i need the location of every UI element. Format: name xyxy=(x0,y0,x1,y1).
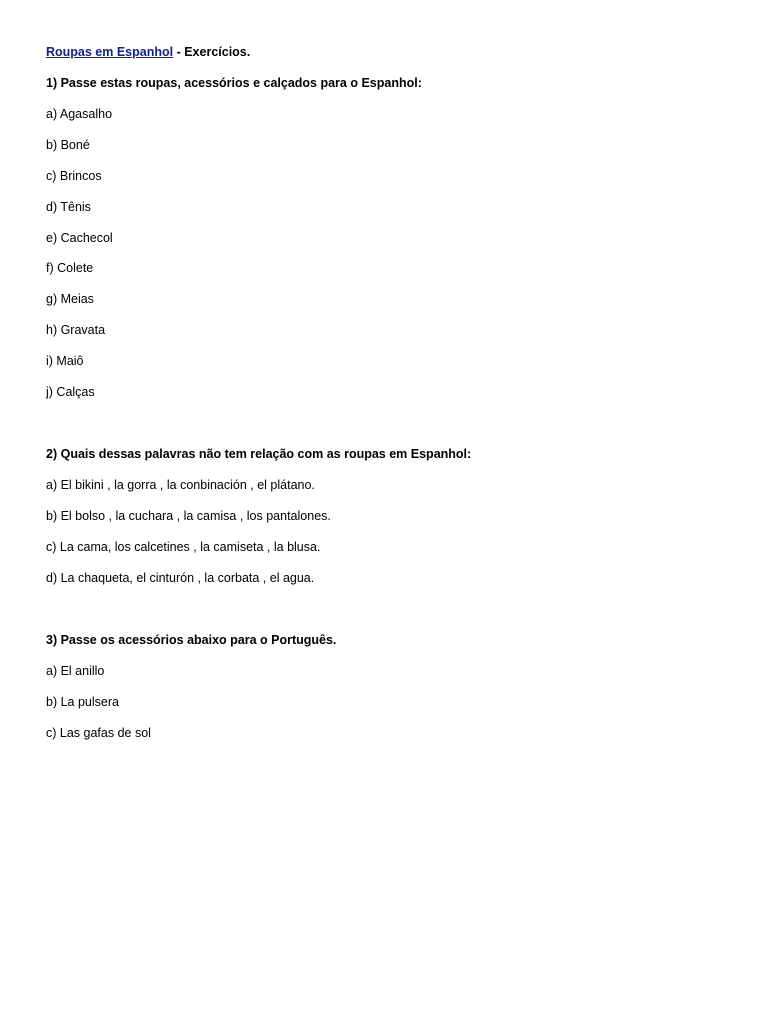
question-1-heading xyxy=(46,75,422,91)
question-1-text: Passe estas roupas, acessórios e calçados para o Espanhol: xyxy=(57,76,422,90)
q3-item-a: a) El anillo xyxy=(46,664,105,678)
question-3-number: 3) xyxy=(46,633,58,647)
roupas-em-espanhol-link[interactable]: Roupas em Espanhol xyxy=(46,45,174,59)
q1-item-d: d) Tênis xyxy=(46,200,91,214)
q2-item-d: d) La chaqueta, el cinturón , la corbata , el agua. xyxy=(46,571,315,585)
question-2-text: Quais dessas palavras não tem relação com as roupas em Espanhol: xyxy=(57,447,472,461)
q3-item-b: b) La pulsera xyxy=(46,695,119,709)
q1-item-f: f) Colete xyxy=(46,261,94,275)
q2-item-b: b) El bolso , la cuchara , la camisa , los pantalones. xyxy=(46,509,331,523)
question-2-heading xyxy=(46,446,471,462)
q1-item-i: i) Maiô xyxy=(46,354,84,368)
q2-item-a: a) El bikini , la gorra , la conbinación , el plátano. xyxy=(46,478,315,492)
question-3-heading xyxy=(46,632,336,648)
q1-item-e: e) Cachecol xyxy=(46,231,113,245)
q1-item-c: c) Brincos xyxy=(46,169,102,183)
q1-item-h: h) Gravata xyxy=(46,323,106,337)
q3-item-c: c) Las gafas de sol xyxy=(46,726,151,740)
q1-item-b: b) Boné xyxy=(46,138,90,152)
q2-item-c: c) La cama, los calcetines , la camiseta , la blusa. xyxy=(46,540,321,554)
q1-item-a: a) Agasalho xyxy=(46,107,113,121)
question-3-text: Passe os acessórios abaixo para o Português. xyxy=(57,633,337,647)
question-2-number: 2) xyxy=(46,447,58,461)
q1-item-j: j) Calças xyxy=(46,385,95,399)
document-title xyxy=(46,44,250,60)
question-1-number: 1) xyxy=(46,76,58,90)
q1-item-g: g) Meias xyxy=(46,292,94,306)
title-suffix: - Exercícios. xyxy=(173,45,251,59)
